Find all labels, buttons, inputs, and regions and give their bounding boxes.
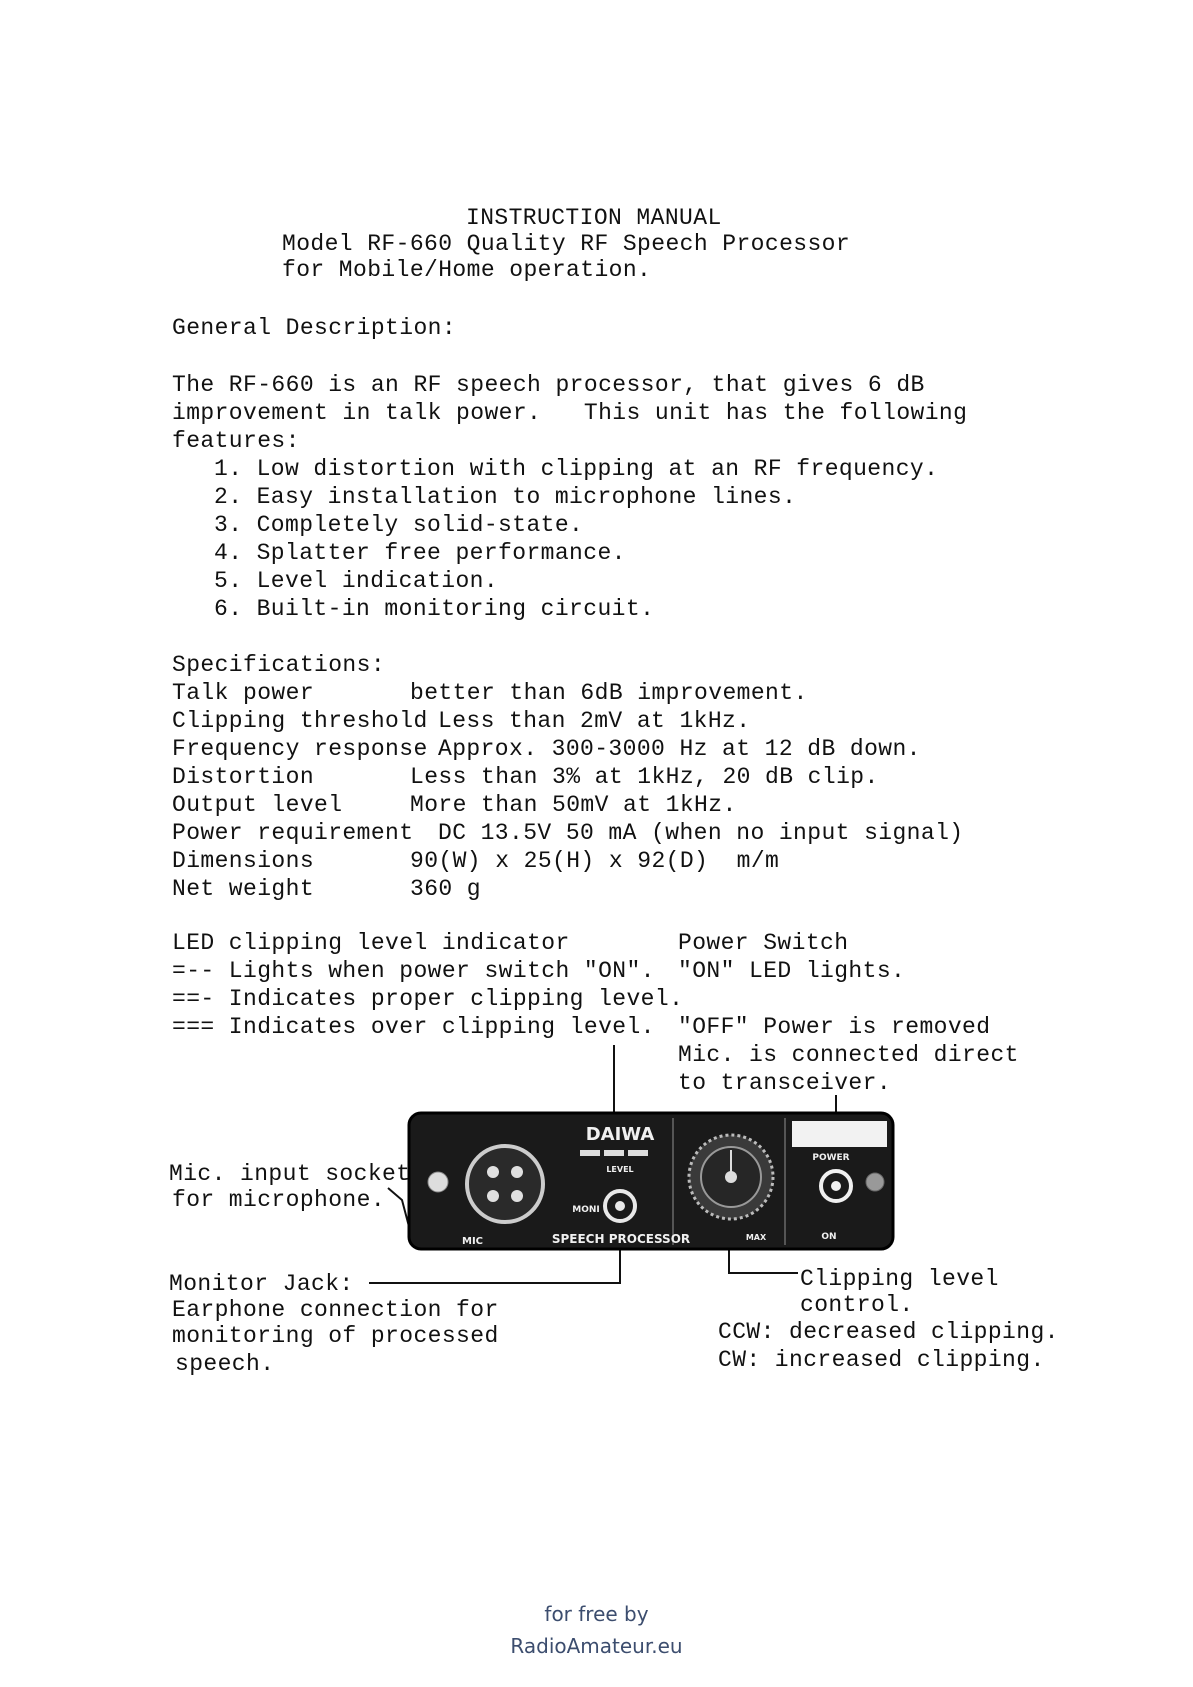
monitor-jack-icon (605, 1191, 635, 1221)
spec-value: Less than 3% at 1kHz, 20 dB clip. (410, 764, 879, 790)
spec-label: Distortion (172, 764, 315, 790)
spec-value: DC 13.5V 50 mA (when no input signal) (438, 820, 964, 846)
spec-value: 360 g (410, 876, 482, 902)
spec-label: Net weight (172, 876, 315, 902)
mic-socket-icon (467, 1146, 543, 1222)
panel-mic-label: MIC (462, 1236, 484, 1247)
mic-input-callout: Mic. input socket (169, 1161, 411, 1187)
panel-level-label: LEVEL (606, 1165, 634, 1174)
mic-input-callout: for microphone. (172, 1187, 386, 1213)
power-switch-line: to transceiver. (678, 1070, 892, 1096)
power-switch-line: "OFF" Power is removed (678, 1014, 991, 1040)
use-line: for Mobile/Home operation. (282, 257, 652, 283)
feature-item: 6. Built-in monitoring circuit. (214, 596, 655, 622)
power-switch-line: Mic. is connected direct (678, 1042, 1019, 1068)
feature-item: 1. Low distortion with clipping at an RF frequency. (214, 456, 939, 482)
general-heading: General Description: (172, 315, 457, 341)
spec-value: More than 50mV at 1kHz. (410, 792, 737, 818)
led-heading: LED clipping level indicator (172, 930, 570, 956)
general-para-line: improvement in talk power. This unit has the following (172, 400, 968, 426)
panel-power-label: POWER (812, 1153, 850, 1163)
feature-item: 4. Splatter free performance. (214, 540, 626, 566)
specs-heading: Specifications: (172, 652, 386, 678)
clipping-control-callout: CCW: decreased clipping. (718, 1319, 1059, 1345)
footer-line-1: for free by (544, 1602, 649, 1626)
feature-item: 5. Level indication. (214, 568, 499, 594)
panel-moni-label: MONI (572, 1205, 600, 1215)
led-line: === Indicates over clipping level. (172, 1014, 655, 1040)
clipping-control-callout: Clipping level (800, 1266, 999, 1292)
panel-max-label: MAX (745, 1233, 767, 1242)
footer-line-2[interactable]: RadioAmateur.eu (510, 1634, 683, 1658)
spec-value: 90(W) x 25(H) x 92(D) m/m (410, 848, 780, 874)
manual-title: INSTRUCTION MANUAL (466, 205, 722, 231)
spec-label: Talk power (172, 680, 315, 706)
spec-value: better than 6dB improvement. (410, 680, 808, 706)
spec-value: Less than 2mV at 1kHz. (438, 708, 751, 734)
panel-screw-icon (428, 1172, 448, 1192)
panel-speech-processor-label: SPEECH PROCESSOR (551, 1232, 691, 1246)
clipping-control-callout: CW: increased clipping. (718, 1347, 1045, 1373)
general-para-line: features: (172, 428, 300, 454)
power-switch-icon (821, 1171, 851, 1201)
spec-label: Output level (172, 792, 343, 818)
spec-label: Frequency response (172, 736, 428, 762)
led-indicator-icon (580, 1150, 648, 1156)
power-led-window (792, 1121, 887, 1147)
clipping-control-callout: control. (800, 1292, 914, 1318)
panel-brand: DAIWA (585, 1124, 655, 1145)
monitor-callout: Earphone connection for (172, 1297, 499, 1323)
led-line: ==- Indicates proper clipping level. (172, 986, 684, 1012)
feature-item: 2. Easy installation to microphone lines. (214, 484, 797, 510)
monitor-callout: monitoring of processed (172, 1323, 499, 1349)
power-switch-line: "ON" LED lights. (678, 958, 906, 984)
power-switch-heading: Power Switch (678, 930, 849, 956)
led-line: =-- Lights when power switch "ON". (172, 958, 655, 984)
spec-label: Power requirement (172, 820, 414, 846)
monitor-callout: speech. (175, 1351, 275, 1377)
spec-value: Approx. 300-3000 Hz at 12 dB down. (438, 736, 921, 762)
general-para-line: The RF-660 is an RF speech processor, that gives 6 dB (172, 372, 925, 398)
monitor-callout: Monitor Jack: (169, 1271, 354, 1297)
clipping-level-knob-icon (689, 1135, 773, 1219)
feature-item: 3. Completely solid-state. (214, 512, 584, 538)
panel-screw-icon (866, 1173, 884, 1191)
panel-on-label: ON (821, 1232, 837, 1242)
model-line: Model RF-660 Quality RF Speech Processor (282, 231, 851, 257)
spec-label: Clipping threshold (172, 708, 428, 734)
spec-label: Dimensions (172, 848, 315, 874)
